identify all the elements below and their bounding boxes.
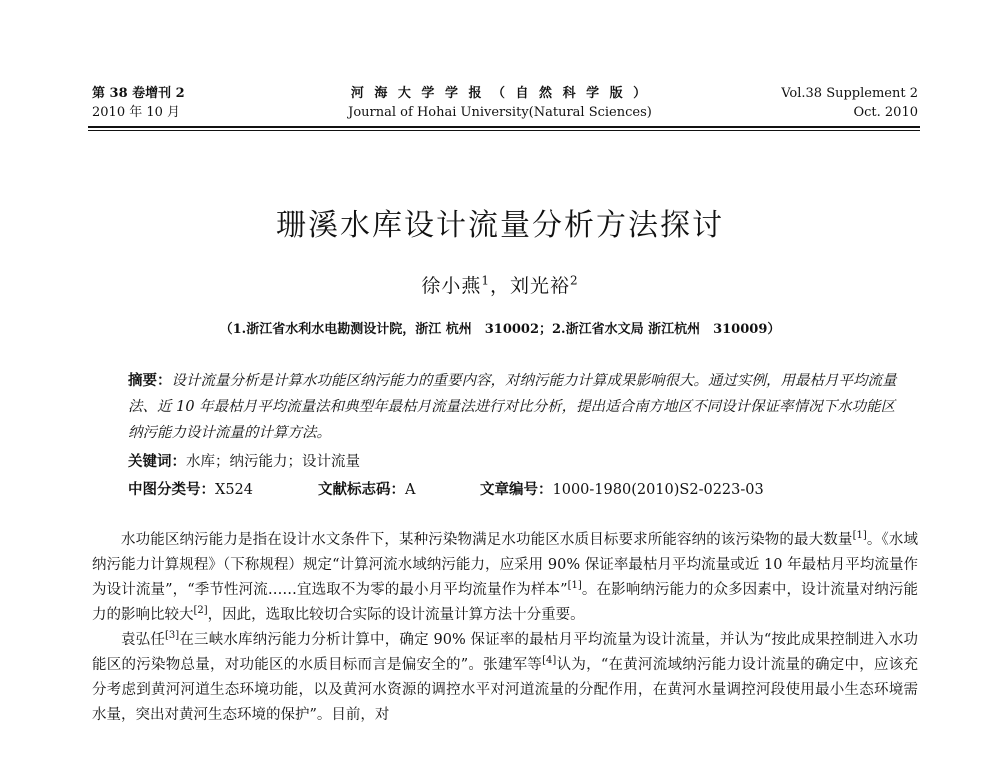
citation-ref: [1]: [567, 580, 582, 592]
author-line: [0, 271, 1000, 298]
author-separator: ，: [489, 275, 510, 297]
body-text-run: 袁弘任: [121, 632, 166, 648]
abstract-label: 摘要：: [128, 372, 172, 389]
body-text-run: 在三峡水库纳污能力分析计算中，确定 90% 保证率的最枯月平均流量为设计流量，并认为“按此成果控制进入水功能区的污染物总量，对功能区的水质目标而言是偏安全的”。张建军等: [92, 632, 919, 673]
clc-value: X524: [215, 482, 253, 498]
header-journal-cn: 河 海 大 学 学 报 （ 自 然 科 学 版 ）: [350, 86, 650, 101]
citation-ref: [4]: [542, 655, 557, 667]
article-number: [480, 478, 764, 499]
keywords: [128, 450, 360, 471]
body-text-run: ，因此，选取比较切合实际的设计流量计算方法十分重要。: [207, 607, 585, 623]
document-code-label: 文献标志码：: [318, 481, 405, 498]
header-date-en: Oct. 2010: [853, 105, 918, 120]
body-text-run: 。在影响纳污能力的众多因素中，设计流量对纳污能力的影响比较大: [92, 582, 918, 623]
body-text-run: 。《水域纳污能力计算规程》（下称规程）规定“计算河流水域纳污能力，应采用 90% 保证率最枯月平均流量或近 10 年最枯月平均流量作为设计流量”，“季节性河流……宜选取不为零的最小月平均流量作为样本”: [92, 532, 919, 598]
clc-label: 中图分类号：: [128, 481, 215, 498]
clc-number: [128, 478, 253, 499]
body-paragraph: [92, 628, 918, 728]
body-paragraph: [92, 528, 918, 628]
author-affil-mark: 1: [481, 273, 490, 288]
article-number-value: 1000-1980(2010)S2-0223-03: [552, 482, 764, 498]
paper-title: 珊溪水库设计流量分析方法探讨: [276, 208, 724, 243]
abstract: [128, 368, 898, 446]
author-name: 徐小燕: [421, 275, 482, 297]
keywords-label: 关键词：: [128, 453, 186, 470]
keywords-text: 水库；纳污能力；设计流量: [186, 454, 360, 470]
author-affil-mark: 2: [570, 273, 579, 288]
citation-ref: [3]: [165, 630, 180, 642]
body-text-run: 水功能区纳污能力是指在设计水文条件下，某种污染物满足水功能区水质目标要求所能容纳的该污染物的最大数量: [121, 532, 853, 548]
citation-ref: [2]: [193, 605, 208, 617]
article-number-label: 文章编号：: [480, 481, 553, 498]
document-code-value: A: [405, 482, 416, 498]
header-journal-en: Journal of Hohai University(Natural Sciences): [348, 105, 652, 120]
citation-ref: [1]: [852, 530, 867, 542]
author-name: 刘光裕: [510, 275, 571, 297]
document-code: [318, 478, 415, 499]
body-text-run: 认为，“在黄河流域纳污能力设计流量的确定中，应该充分考虑到黄河河道生态环境功能，以及黄河水资源的调控水平对河道流量的分配作用，在黄河水量调控河段使用最小生态环境需水量，突出对黄河生态环境的保护”。目前，对: [92, 657, 918, 723]
header-date: 2010 年 10 月: [92, 105, 181, 120]
header-rule-thick: [88, 126, 920, 128]
header-rule-thin: [88, 130, 920, 131]
abstract-text: 设计流量分析是计算水功能区纳污能力的重要内容，对纳污能力计算成果影响很大。通过实例，用最枯月平均流量法、近 10 年最枯月平均流量法和典型年最枯月流量法进行对比分析，提出适合南方地区不同设计保证率情况下水功能区纳污能力设计流量的计算方法。: [128, 373, 897, 441]
header-volume: 第 38 卷增刊 2: [92, 86, 185, 101]
header-volume-en: [781, 84, 918, 122]
affiliations: （1.浙江省水利水电勘测设计院，浙江 杭州 310002；2.浙江省水文局 浙江杭州 310009）: [219, 322, 781, 337]
header-volume-en-line: Vol.38 Supplement 2: [781, 86, 918, 101]
body-text: [92, 528, 918, 728]
